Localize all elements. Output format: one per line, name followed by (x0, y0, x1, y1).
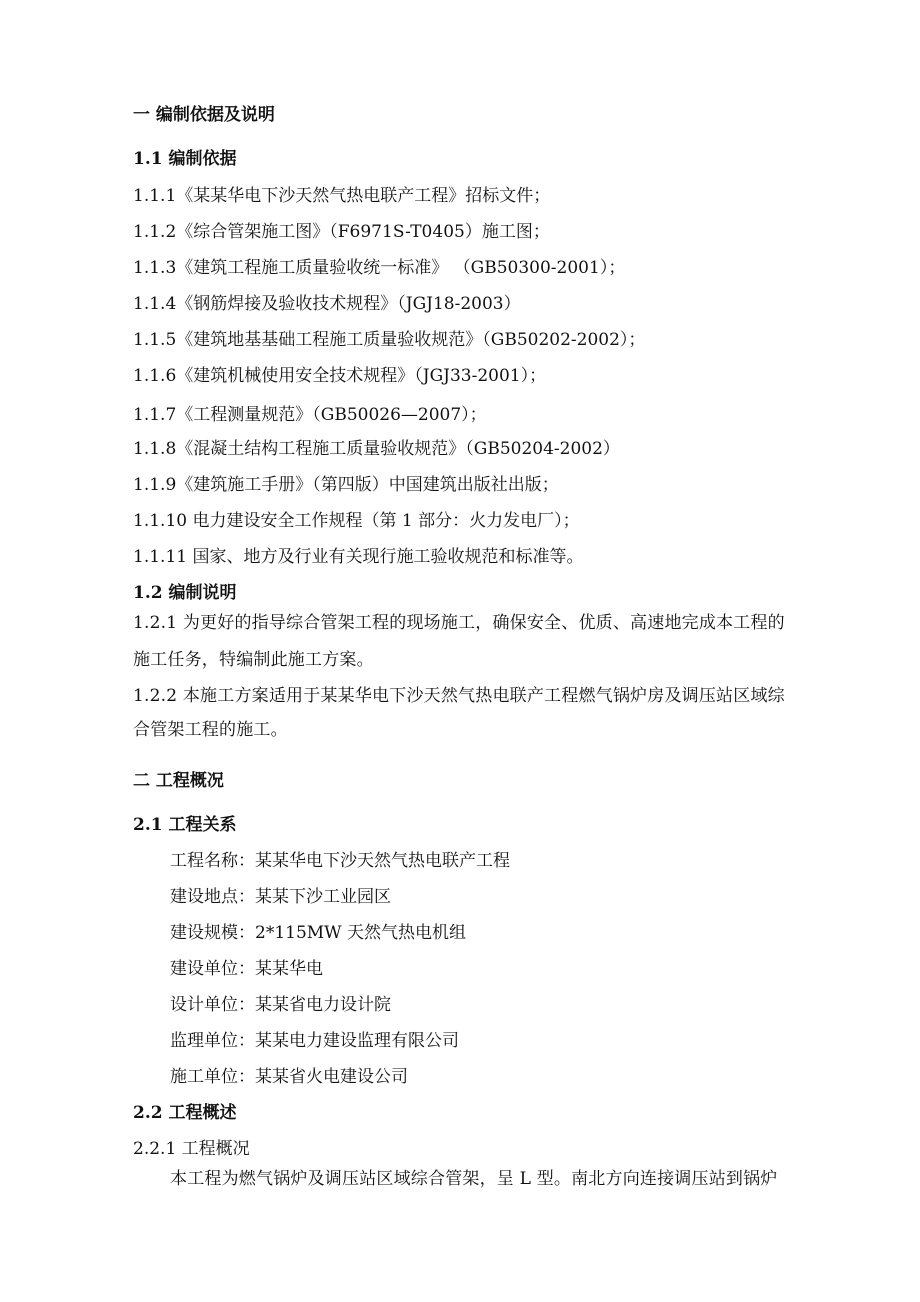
section-2-heading: 二 工程概况 (133, 771, 224, 791)
paragraph-1-2-2-line2: 合管架工程的施工。 (133, 720, 288, 740)
subsection-1-2-heading: 1.2 编制说明 (133, 583, 237, 603)
basis-item: 1.1.11 国家、地方及行业有关现行施工验收规范和标准等。 (133, 547, 584, 567)
paragraph-1-2-1-line1: 1.2.1 为更好的指导综合管架工程的现场施工，确保安全、优质、高速地完成本工程的 (133, 613, 785, 633)
section-1-heading: 一 编制依据及说明 (133, 105, 275, 125)
basis-item: 1.1.1《某某华电下沙天然气热电联产工程》招标文件； (133, 186, 551, 206)
basis-item: 1.1.8《混凝土结构工程施工质量验收规范》（GB50204-2002） (133, 439, 620, 459)
subsection-2-1-heading: 2.1 工程关系 (133, 815, 237, 835)
project-info-item: 施工单位：某某省火电建设公司 (170, 1067, 408, 1087)
project-info-item: 建设地点：某某下沙工业园区 (170, 887, 391, 907)
overview-paragraph-line1: 本工程为燃气锅炉及调压站区域综合管架，呈 L 型。南北方向连接调压站到锅炉 (170, 1169, 778, 1189)
project-info-item: 设计单位：某某省电力设计院 (170, 995, 391, 1015)
subsection-2-2-heading: 2.2 工程概述 (133, 1103, 237, 1123)
project-info-item: 建设单位：某某华电 (170, 959, 323, 979)
paragraph-1-2-1-line2: 施工任务，特编制此施工方案。 (133, 650, 374, 670)
project-info-item: 建设规模：2*115MW 天然气热电机组 (170, 923, 467, 943)
basis-item: 1.1.6《建筑机械使用安全技术规程》（JGJ33-2001）； (133, 366, 547, 386)
subsection-1-1-heading: 1.1 编制依据 (133, 149, 237, 169)
basis-item: 1.1.9《建筑施工手册》（第四版）中国建筑出版社出版； (133, 475, 559, 495)
project-info-item: 工程名称：某某华电下沙天然气热电联产工程 (170, 851, 510, 871)
basis-item: 1.1.3《建筑工程施工质量验收统一标准》 （GB50300-2001）； (133, 258, 626, 278)
basis-item: 1.1.7《工程测量规范》（GB50026—2007）； (133, 405, 487, 425)
basis-item: 1.1.2《综合管架施工图》（F6971S-T0405）施工图； (133, 222, 550, 242)
subsection-2-2-1-heading: 2.2.1 工程概况 (133, 1139, 250, 1159)
basis-item: 1.1.5《建筑地基基础工程施工质量验收规范》（GB50202-2002）； (133, 330, 646, 350)
basis-item: 1.1.4《钢筋焊接及验收技术规程》（JGJ18-2003） (133, 294, 521, 314)
paragraph-1-2-2-line1: 1.2.2 本施工方案适用于某某华电下沙天然气热电联产工程燃气锅炉房及调压站区域综 (133, 686, 785, 706)
basis-item: 1.1.10 电力建设安全工作规程（第 1 部分：火力发电厂）； (133, 511, 580, 531)
project-info-item: 监理单位：某某电力建设监理有限公司 (170, 1031, 459, 1051)
